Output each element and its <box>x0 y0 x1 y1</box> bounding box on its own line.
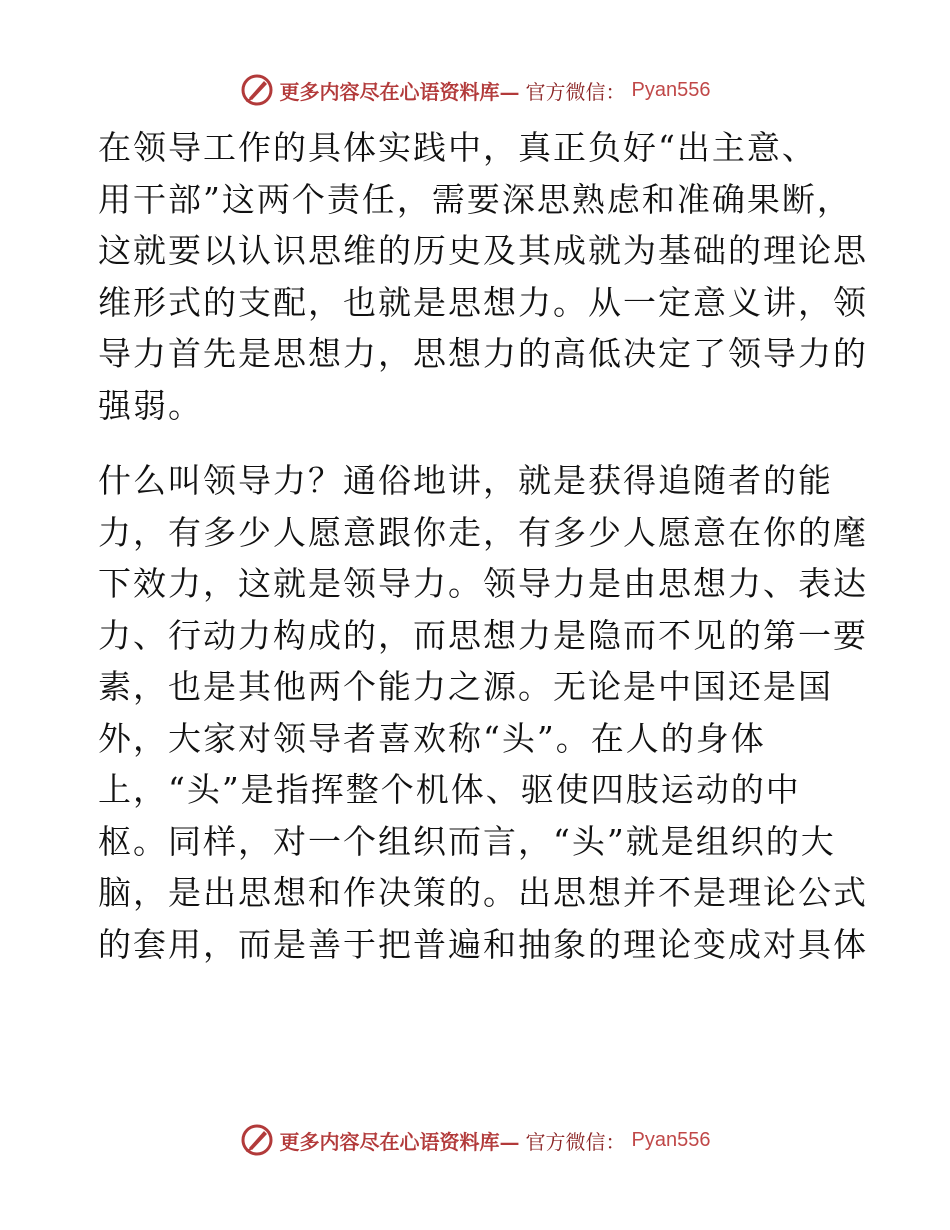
text-line: 外，大家对领导者喜欢称“头”。在人的身体 <box>98 718 766 758</box>
paragraph-2 <box>98 455 868 970</box>
banner-wechat-id: Pyan556 <box>631 78 711 101</box>
text-line: 枢。同样，对一个组织而言，“头”就是组织的大 <box>98 821 836 861</box>
text-line: 下效力，这就是领导力。领导力是由思想力、表达 <box>98 564 868 603</box>
quill-seal-icon <box>240 1123 274 1157</box>
text-line: 维形式的支配，也就是思想力。从一定意义讲，领 <box>98 282 868 322</box>
document-body <box>98 122 868 970</box>
paragraph-1 <box>98 122 868 431</box>
text-line: 脑，是出思想和作决策的。出思想并不是理论公式 <box>98 873 868 912</box>
text-line: 素，也是其他两个能力之源。无论是中国还是国 <box>98 667 833 706</box>
footer-banner <box>0 1122 950 1158</box>
banner-wechat-label: 官方微信： <box>525 79 626 104</box>
text-line: 这就要以认识思维的历史及其成就为基础的理论思 <box>98 231 868 270</box>
text-line: 力，有多少人愿意跟你走，有多少人愿意在你的麾 <box>98 512 868 552</box>
text-line: 什么叫领导力？通俗地讲，就是获得追随者的能 <box>98 461 833 500</box>
banner-text: 更多内容尽在心语资料库— <box>279 79 520 104</box>
text-line: 在领导工作的具体实践中，真正负好“出主意、 <box>98 128 817 167</box>
text-line: 导力首先是思想力，思想力的高低决定了领导力的 <box>98 334 868 373</box>
text-line: 力、行动力构成的，而思想力是隐而不见的第一要 <box>98 615 868 655</box>
quill-seal-icon <box>240 73 274 107</box>
banner-wechat-label: 官方微信： <box>525 1129 626 1154</box>
banner-text: 更多内容尽在心语资料库— <box>279 1129 520 1154</box>
header-banner <box>0 72 950 108</box>
text-line: 用干部”这两个责任，需要深思熟虑和准确果断， <box>98 179 852 219</box>
paragraph-spacer <box>98 431 858 455</box>
banner-wechat-id: Pyan556 <box>631 1128 711 1151</box>
text-line: 的套用，而是善于把普遍和抽象的理论变成对具体 <box>98 924 868 964</box>
text-line: 强弱。 <box>98 385 203 425</box>
text-line: 上，“头”是指挥整个机体、驱使四肢运动的中 <box>98 770 801 809</box>
